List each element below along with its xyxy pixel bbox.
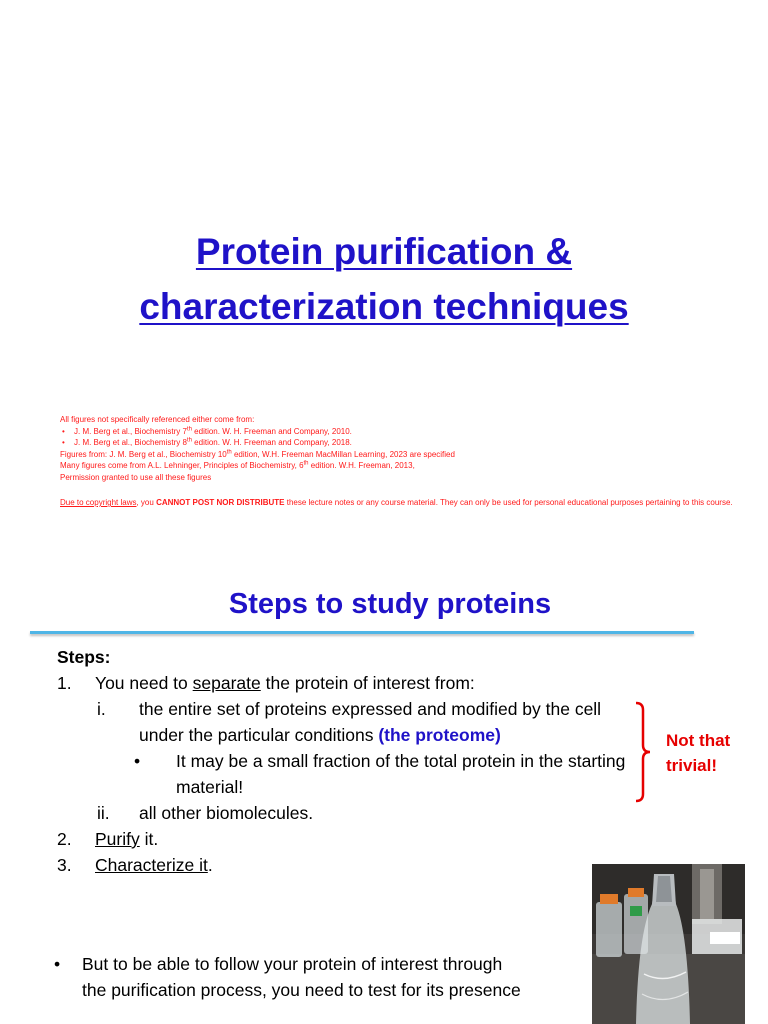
reference-bullet-2-text: J. M. Berg et al., Biochemistry 8 (74, 438, 187, 447)
reference-bullet-2 (60, 437, 750, 449)
superscript: th (303, 460, 309, 467)
reference-line-4-text: Many figures come from A.L. Lehninger, Principles of Biochemistry, 6 (60, 461, 304, 470)
references-intro: All figures not specifically referenced either come from: (60, 415, 255, 424)
reference-line-4-rest: edition. W.H. Freeman, 2013, (308, 461, 415, 470)
spacer (60, 483, 750, 497)
step-1-sub-ii (57, 800, 647, 826)
copyright-underlined: Due to copyright laws (60, 498, 137, 507)
bottom-bullet (54, 952, 524, 1003)
bottom-bullet-item (54, 952, 524, 1003)
step-1-underlined: separate (192, 673, 261, 693)
bullet-mark: • (134, 751, 141, 771)
heading-rule (30, 631, 694, 634)
sub-ii-text: all other biomolecules. (139, 803, 314, 823)
slide-title (0, 224, 768, 334)
step-3-rest: . (207, 855, 213, 875)
step-2 (57, 826, 647, 852)
proteome-highlight: (the proteome) (378, 725, 501, 745)
step-2-rest: it. (139, 829, 159, 849)
sub-number: ii. (97, 803, 110, 823)
copyright-bold: CANNOT POST NOR DISTRIBUTE (156, 498, 285, 507)
reference-bullet-1-rest: edition. W. H. Freeman and Company, 2010. (191, 426, 352, 436)
reference-line-3-text: Figures from: J. M. Berg et al., Biochemistry 10 (60, 449, 227, 459)
copyright-text-a: , you (136, 498, 157, 507)
slide-title-line-1: Protein purification & (195, 231, 573, 272)
step-2-underlined: Purify (95, 829, 140, 849)
sub-i-text: the entire set of proteins expressed and modified by the cell under the particular conditions (139, 699, 602, 745)
not-trivial-callout (666, 728, 756, 778)
reference-bullet-2-rest: edition. W. H. Freeman and Company, 2018. (191, 438, 352, 447)
step-number: 2. (57, 829, 72, 849)
copyright-text-b: these lecture notes or any course material. They can only be used for personal educational purposes pertaining to this course. (284, 498, 733, 507)
callout-line-2: trivial! (666, 756, 718, 775)
reference-line-3 (60, 449, 750, 461)
step-number: 3. (57, 855, 72, 875)
bullet-mark: • (54, 954, 61, 974)
permission-line: Permission granted to use all these figures (60, 472, 212, 482)
copyright-notice (60, 497, 750, 509)
step-1 (57, 670, 647, 696)
steps-slide (0, 560, 768, 1024)
references-block (60, 414, 750, 509)
superscript: th (186, 437, 192, 444)
sub-i-bullet (57, 748, 647, 800)
steps-label: Steps: (57, 647, 111, 667)
step-3 (57, 852, 647, 878)
step-1-rest: the protein of interest from: (260, 673, 475, 693)
slide-title-line-2: characterization techniques (139, 286, 629, 327)
step-1-sub-i (57, 696, 647, 748)
reference-bullet-1 (60, 426, 750, 438)
step-1-text: You need to (95, 673, 193, 693)
bottom-bullet-text: But to be able to follow your protein of interest through the purification process, you need to test for its presence (82, 954, 521, 1000)
lab-bottles-photo (592, 864, 745, 1024)
step-3-underlined: Characterize it (95, 855, 208, 875)
slide-heading: Steps to study proteins (228, 588, 552, 620)
step-number: 1. (57, 673, 72, 693)
superscript: th (186, 425, 192, 432)
reference-bullet-1-text: J. M. Berg et al., Biochemistry 7 (74, 426, 187, 436)
sub-number: i. (97, 699, 106, 719)
reference-line-3-rest: edition, W.H. Freeman MacMillan Learning, 2023 are specified (231, 449, 455, 459)
right-brace-icon (634, 701, 654, 803)
reference-line-4 (60, 460, 750, 472)
lab-bottles-image (592, 864, 745, 1024)
callout-line-1: Not that (666, 731, 731, 750)
sub-i-bullet-text: It may be a small fraction of the total protein in the starting material! (176, 751, 626, 797)
steps-list (57, 644, 647, 878)
superscript: th (226, 448, 232, 455)
